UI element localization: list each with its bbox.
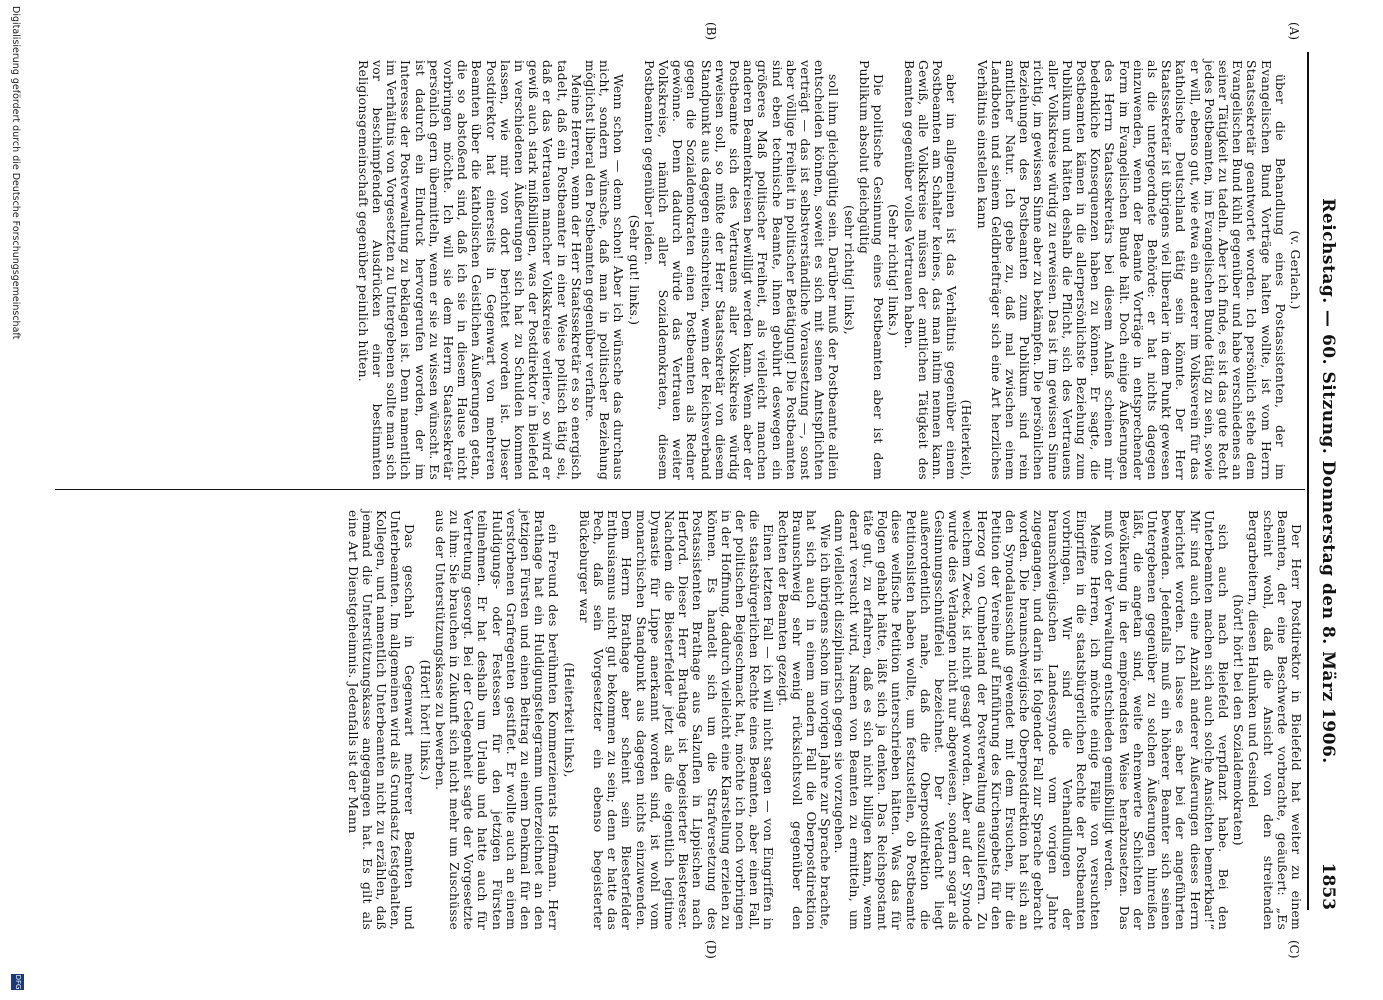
page-header bbox=[1312, 52, 1338, 910]
margin-marker-b: (B) bbox=[704, 22, 718, 41]
interjection: (sehr richtig! links), bbox=[841, 205, 857, 335]
margin-marker-a: (A) bbox=[1287, 22, 1301, 41]
interjection: (Heiterkeit links), bbox=[561, 662, 577, 778]
paragraph: Meine Herren, ich möchte einige Fälle von versuchten Eingriffen in die staatsbürgerlichen Rechte der Postbeamten vorbringen. Wir sind die Verhandlungen der braunschweigischen Landessynode vom vorigen Jahre zugegangen, und darin ist folgender Fall zur Sprache gebracht worden. Die braunschweigische Oberpostdirektion hat sich an den Synodalausschuß gewendet mit dem Ersuchen, ihr die Petition der Vereine auf Einführung des Kirchengebets für den Herzog von Cumberland der Postverwaltung auszuliefern. Zu welchem Zweck, ist nicht gesagt worden. Aber auf der Synode wurde dies Verlangen nicht nur abgewiesen, sondern sogar als Gesinnungsschnüffelei bezeichnet. Der Verdacht liegt außerordentlich nahe, daß die Oberpostdirektion die Petitionslisten haben wollte, um festzustellen, ob Postbeamte diese welfische Petition unterschrieben hätten. Was das für Folgen gehabt hätte, läßt sich ja denken. Das Reichspostamt täte gut, zu erfahren, daß es sich nicht billigen kann, wenn derart versucht wird, Namen von Beamten zu ermitteln, um dann vielleicht disziplinarisch gegen sie vorzugehen. bbox=[832, 510, 1104, 930]
paragraph: aber im allgemeinen ist das Verhältnis gegenüber einem Postbeamten am Schalter keines, das man intim nennen kann. Gewiß, alle Volkskreise müssen der amtlichen Tätigkeit des Beamten gegenüber volles Vertrauen haben. bbox=[901, 60, 960, 480]
paragraph: Das geschah in Gegenwart mehrerer Beamten und Unterbeamten. Im allgemeinen wird als Grundsatz festgehalten, Kollegen, und namentlich Unterbeamten nicht zu erzählen, daß jemand die Unterstützungskasse angegangen hat. Es gilt als eine Art Dienstgeheimnis. Jedenfalls ist der Mann bbox=[345, 510, 418, 930]
paragraph: Meine Herren, wenn der Herr Staatssekretär es so energisch tadelt, daß ein Postbeamter in einer Weise politisch tätig sei, daß er das Vertrauen mancher Volkskreise verliere, so wird er gewiß auch stark mißbilligen, was der Postdirektor in Bielefeld in verschiedenen Äußerungen sich hat zu Schulden kommen lassen, wie mir von dort berichtet worden ist. Dieser Postdirektor hat einerseits in Gegenwart von mehreren Beamten über die katholischen Geistlichen Äußerungen getan, die so abstoßend sind, daß ich sie in diesem Hause nicht vorbringen möchte. Ich will sie dem Herrn Staatssekretär persönlich gern übermitteln, wenn er sie zu wissen wünscht. Es ist dadurch ein Eindruck hervorgerufen worden, der im Interesse der Postverwaltung zu beklagen ist. Denn namentlich im Verhältnis von Vorgesetzten zu Untergebenen sollte man sich vor beschimpfenden Ausdrücken einer bestimmten Religionsgemeinschaft gegenüber peinlich hüten. bbox=[355, 60, 584, 480]
paragraph: Wenn schon — denn schon! Aber ich wünsche das durchaus nicht, sondern wünsche, daß man in politischer Beziehung möglichst liberal den Postbeamten gegenüber verfahre. bbox=[583, 60, 627, 480]
paragraph: soll ihm gleichgültig sein. Darüber muß der Postbeamte allein entscheiden können, soweit es sich mit seinen Amtspflichten verträgt — das ist selbstverständliche Voraussetzung —, sonst aber völlige Freiheit in politischer Betätigung! Die Postbeamten sind eben technische Beamte, ihnen gebührt deswegen ein größeres Maß politischer Freiheit, als vielleicht manchen anderen Beamtenkreisen bewilligt werden kann. Wenn aber der Postbeamte sich des Vertrauens aller Volkskreise würdig erweisen soll, so müßte der Herr Staatssekretär von diesem Standpunkt aus dagegen einschreiten, wenn der Reichsverband gegen die Sozialdemokraten einen Postbeamten als Redner gewönne. Denn dadurch würde das Vertrauen weiter Volkskreise, nämlich aller Sozialdemokraten, diesem Postbeamten gegenüber leiden. bbox=[641, 60, 842, 480]
paragraph: ein Freund des berühmten Kommerzienrats Hoffmann. Herr Brathage hat ein Huldigungstelegramm unterzeichnet an den jetzigen Fürsten und einen Beitrag zu einem Denkmal für den verstorbenen Grafregenten gestiftet. Er wollte auch an einem Huldigungs- oder Festessen für den jetzigen Fürsten teilnehmen. Er hat deshalb um Urlaub und hatte auch für Vertretung gesorgt. Bei der Gelegenheit sagte der Vorgesetzte zu ihm: Sie brauchen in Zukunft sich nicht mehr um Zuschüsse aus der Unterstützungskasse zu bewerben. bbox=[432, 510, 562, 930]
margin-marker-d: (D) bbox=[704, 940, 718, 959]
interjection: (Heiterkeit), bbox=[959, 399, 975, 480]
paragraph: Die politische Gesinnung eines Postbeamten aber ist dem Publikum absolut gleichgültig bbox=[856, 60, 887, 480]
paragraph: über die Behandlung eines Postassistenten, der im Evangelischen Bund Vorträge halten wollte, ist vom Herrn Staatssekretär geantwortet worden. Ich persönlich stehe dem Evangelischen Bund kühl gegenüber und habe verschiedenes an seiner Tätigkeit zu tadeln. Aber ich finde, es ist das gute Recht jedes Postbeamten, im Evangelischen Bunde tätig zu sein, sowie er will, ebenso gut, wie etwa ein anderer im Volksverein für das katholische Deutschland tätig sein könnte. Der Herr Staatssekretär ist übrigens viel liberaler in dem Punkt gewesen als die untergeordnete Behörde: er hat nichts dagegen einzuwenden, wenn der Beamte Vorträge in entsprechender Form im Evangelischen Bunde hält. Doch einige Äußerungen des Herrn Staatssekretärs bei diesem Anlaß scheinen mir bedenkliche Konsequenzen haben zu können. Er sagte, die Postbeamten kämen in die allerpersönlichste Beziehung zum Publikum und hätten deshalb die Pflicht, sich des Vertrauens aller Volkskreise würdig zu erweisen. Das ist im gewissen Sinne richtig, im gewissen Sinne aber zu bekämpfen. Die persönlichen Beziehungen des Postbeamten zum Publikum sind rein amtlicher Natur. Ich gebe zu, daß mal zwischen einem Landboten und seinem Geldbriefträger sich eine Art herzliches Verhältnis einstellen kann bbox=[974, 60, 1288, 480]
page-number: 1853 bbox=[1318, 862, 1338, 910]
paragraph: sich auch nach Bielefeld verpflanzt habe. Bei den Unterbeamten machen sich auch solche Ansichten bemerkbar!“ Mir sind auch eine Anzahl anderer Äußerungen dieses Herrn berichtet worden. Ich lasse es aber bei der angeführten bewenden. Jedenfalls muß ein höherer Beamter sich seinen Untergebenen gegenüber zu solchen Äußerungen hinreißen läßt, die angetan sind, weite ehrenwerte Schichten der Bevölkerung in der empörendsten Weise herabzusetzen. Das muß von der Verwaltung entschieden gemißbilligt werden. bbox=[1102, 510, 1231, 930]
digitization-credit: Digitalisierung gefördert durch die Deutsche Forschungsgemeinschaft bbox=[10, 6, 21, 340]
header-rule bbox=[1307, 52, 1309, 910]
interjection: (Hört! hört! links.) bbox=[417, 659, 433, 781]
interjection: (hört! hört! bei den Sozialdemokraten) bbox=[1231, 594, 1247, 846]
paragraph: Einen letzten Fall — ich will nicht sagen — von Eingriffen in die staatsbürgerlichen Rechte eines Beamten, aber einen Fall, der politischen Beigeschmack hat, möchte ich noch vorbringen in der Hoffnung, dadurch vielleicht eine Klarstellung erzielen zu können. Es handelt sich um die Strafversetzung des Postassistenten Brathage aus Salzuflen in Lippischen nach Herford. Dieser Herr Brathage ist begeisterter Biestereser. Nachdem die Biesterfelder jetzt als die eigentlich legitime Dynastie für Lippe anerkannt worden sind, ist wohl vom monarchischen Standpunkt aus dagegen nichts einzuwenden. Dem Herrn Brathage aber scheint sein Biesterfelder Enthusiasmus nicht gut bekommen zu sein; denn er hatte das Pech, daß sein Vorgesetzter ein ebenso begeisterter Bückeburger war bbox=[576, 510, 777, 930]
interjection: (Sehr gut! links.) bbox=[626, 214, 642, 326]
dfg-logo: DFG bbox=[11, 974, 24, 990]
interjection: (Sehr richtig! links.) bbox=[886, 203, 902, 337]
left-column bbox=[356, 60, 1303, 480]
margin-marker-c: (C) bbox=[1287, 940, 1301, 959]
paragraph: Wie ich übrigens schon im vorigen Jahre zur Sprache brachte, hat sich auch in einem andern Fall die Oberpostdirektion Braunschweig sehr wenig rücksichtsvoll gegenüber den Rechten der Beamten gezeigt. bbox=[775, 510, 834, 930]
page-title: Reichstag. — 60. Sitzung. Donnerstag den 8. März 1906. bbox=[1318, 198, 1338, 764]
column-divider bbox=[55, 489, 1305, 490]
paragraph: Der Herr Postdirektor in Bielefeld hat weiter zu einem Beamten, der eine Beschwerde vorbrachte, geäußert: „Es scheint wohl, daß die Ansicht von den streitenden Bergarbeitern, diesen Halunken und Gesindel bbox=[1246, 510, 1304, 930]
right-column bbox=[345, 510, 1303, 930]
speaker-name: (v. Gerlach.) bbox=[1288, 230, 1303, 310]
